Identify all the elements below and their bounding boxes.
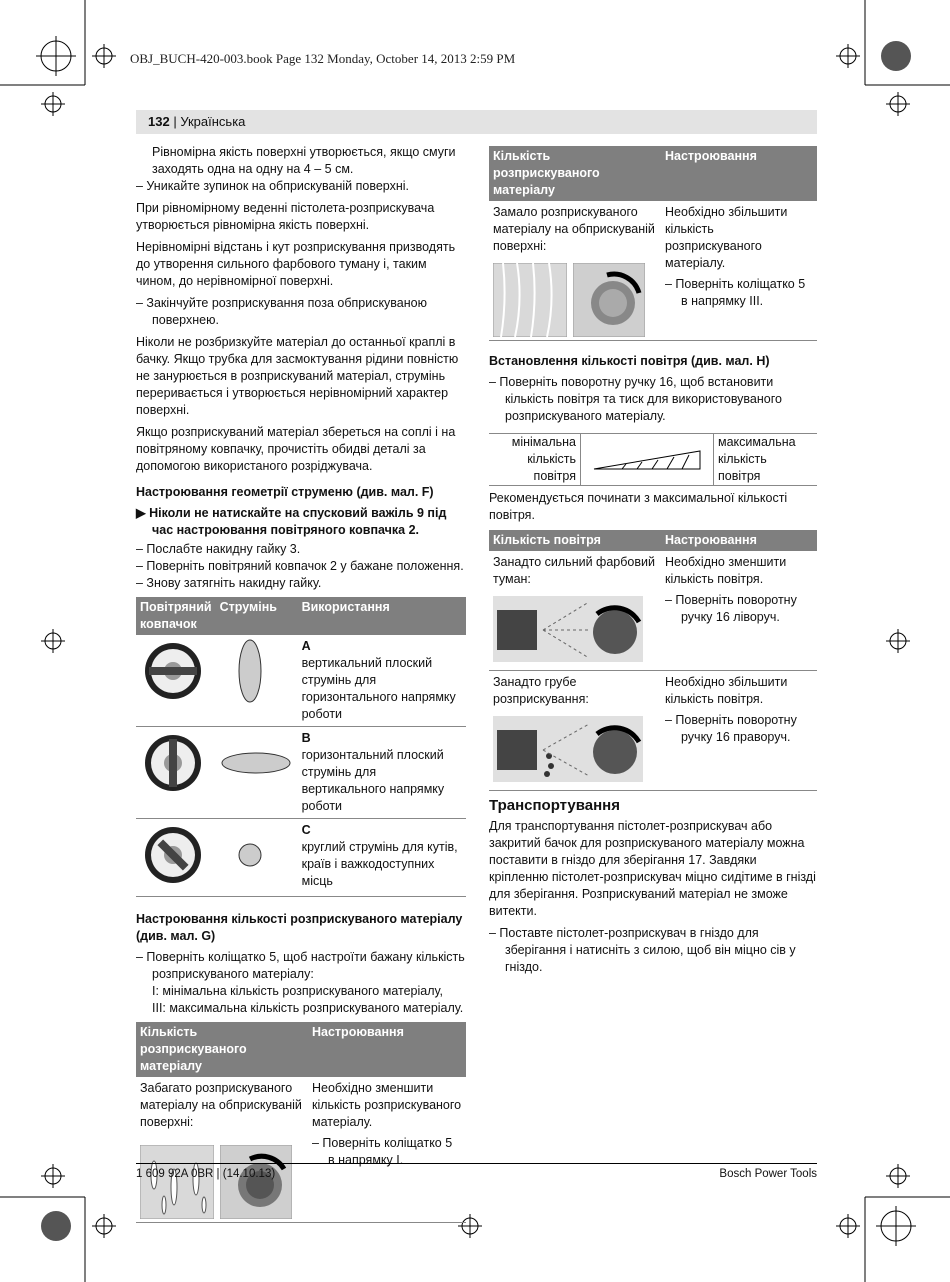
language-label: Українська <box>180 114 246 129</box>
list-item: – Поверніть повітряний ковпачок 2 у бажане положення. <box>136 559 464 573</box>
air-cap-image <box>136 819 216 897</box>
paragraph: При рівномірному веденні пістолета-розприскувача утворюється рівномірна якість поверхні. <box>136 201 435 232</box>
list-subitem: I: мінімальна кількість розприскуваного матеріалу, <box>152 984 443 998</box>
air-quantity-table: Кількість повітря Настроювання Занадто сильний фарбовий туман: Необхідно зменшити кількість повітря. – Поверніть поворотну ручку 16 ліворуч. Занадто грубе розприскування: Необхідно збільшити кількість повітря. – Поверніть поворотну ручку 16 праворуч. <box>489 530 817 791</box>
page-header: 132 | Українська <box>136 110 817 134</box>
material-quantity-table-2: Кількість розприскуваного матеріалу Настроювання Замало розприскуваного матеріалу на обприскуваній поверхні: Необхідно збільшити кількість розприскуваного матеріалу. – Поверніть коліщатко 5 в напрямку III. <box>489 146 817 341</box>
air-scale: мінімальна кількість повітря максимальна кількість повітря <box>489 433 817 486</box>
list-item: – Закінчуйте розприскування поза обприскуваною поверхнею. <box>136 296 427 327</box>
list-item: – Поверніть коліщатко 5, щоб настроїти бажану кількість розприскуваного матеріалу: <box>136 950 465 981</box>
section-heading: Встановлення кількості повітря (див. мал. H) <box>489 354 770 368</box>
right-column <box>489 146 817 981</box>
list-item: – Поставте пістолет-розприскувач в гніздо для зберігання і натисніть з силою, щоб він міцно сів у гніздо. <box>489 926 796 974</box>
paragraph: Рекомендується починати з максимальної кількості повітря. <box>489 491 788 522</box>
paragraph: Нерівномірні відстань і кут розприскування призводять до утворення сильного фарбового туману і, таким чином, до нерівномірної поверхні. <box>136 240 456 288</box>
spray-shape <box>216 635 298 727</box>
list-item: – Знову затягніть накидну гайку. <box>136 576 322 590</box>
wheel-image <box>573 263 645 337</box>
spray-shape <box>216 819 298 897</box>
paragraph: Рівномірна якість поверхні утворюється, якщо смуги заходять одна на одну на 4 – 5 см. <box>152 145 456 176</box>
footer-rule <box>136 1163 817 1164</box>
file-slug: OBJ_BUCH-420-003.book Page 132 Monday, October 14, 2013 2:59 PM <box>130 51 516 66</box>
coarse-spray-image <box>493 716 643 782</box>
warning-item: ▶ Ніколи не натискайте на спусковий важіль 9 під час настроювання повітряного ковпачка 2. <box>136 506 447 537</box>
footer-left: 1 609 92A 0BR | (14.10.13) <box>136 1168 276 1180</box>
paragraph: Для транспортування пістолет-розприскувач або закритий бачок для розприскуваного матеріалу можна поставити в гніздо для зберігання 17. Завдяки кріпленню пістолет-розприскувач міцно сидітиме в гнізді для зберігання. Розприскуваний матеріал не зможе витекти. <box>489 819 816 918</box>
list-item: – Поверніть поворотну ручку 16, щоб встановити кількість повітря та тиск для використовуваного розприскуваного матеріалу. <box>489 375 782 423</box>
page-number: 132 <box>148 114 170 129</box>
spray-shape <box>216 727 298 819</box>
section-heading: Транспортування <box>489 797 620 814</box>
list-item: – Послабте накидну гайку 3. <box>136 542 301 556</box>
spray-pattern-table: Повітряний ковпачок Струмінь Використання A вертикальний плоский струмінь для горизонтального напрямку роботи B горизонтальний плоский струмінь для вертикального напрямку роботи C круглий струмінь для кутів, країв і важкодоступних місць <box>136 597 466 897</box>
air-cap-image <box>136 635 216 727</box>
air-cap-image <box>136 727 216 819</box>
footer-right: Bosch Power Tools <box>719 1168 817 1180</box>
left-column <box>136 144 466 1223</box>
list-item: – Уникайте зупинок на обприскуваній поверхні. <box>136 179 409 193</box>
section-heading: Настроювання кількості розприскуваного матеріалу (див. мал. G) <box>136 912 463 943</box>
paragraph: Ніколи не розбризкуйте матеріал до останньої краплі в бачку. Якщо трубка для засмоктування рідини повністю не занурюється в розприскуваний матеріал, струмінь переривається і утворюється нерівномірний характер поверхні. <box>136 335 459 417</box>
air-wedge-icon <box>592 449 702 471</box>
material-quantity-table: Кількість розприскуваного матеріалу Настроювання Забагато розприскуваного матеріалу на обприскуваній поверхні: Необхідно зменшити кількість розприскуваного матеріалу. – Поверніть коліщатко 5 в напрямку I. <box>136 1022 466 1223</box>
section-heading: Настроювання геометрії струменю (див. мал. F) <box>136 485 434 499</box>
mist-image <box>493 596 643 662</box>
list-subitem: III: максимальна кількість розприскуваного матеріалу. <box>152 1001 464 1015</box>
paragraph: Якщо розприскуваний матеріал збереться на соплі і на повітряному ковпачку, прочистіть обидві деталі за допомогою використаного розріджувача. <box>136 425 456 473</box>
dry-surface-image <box>493 263 567 337</box>
